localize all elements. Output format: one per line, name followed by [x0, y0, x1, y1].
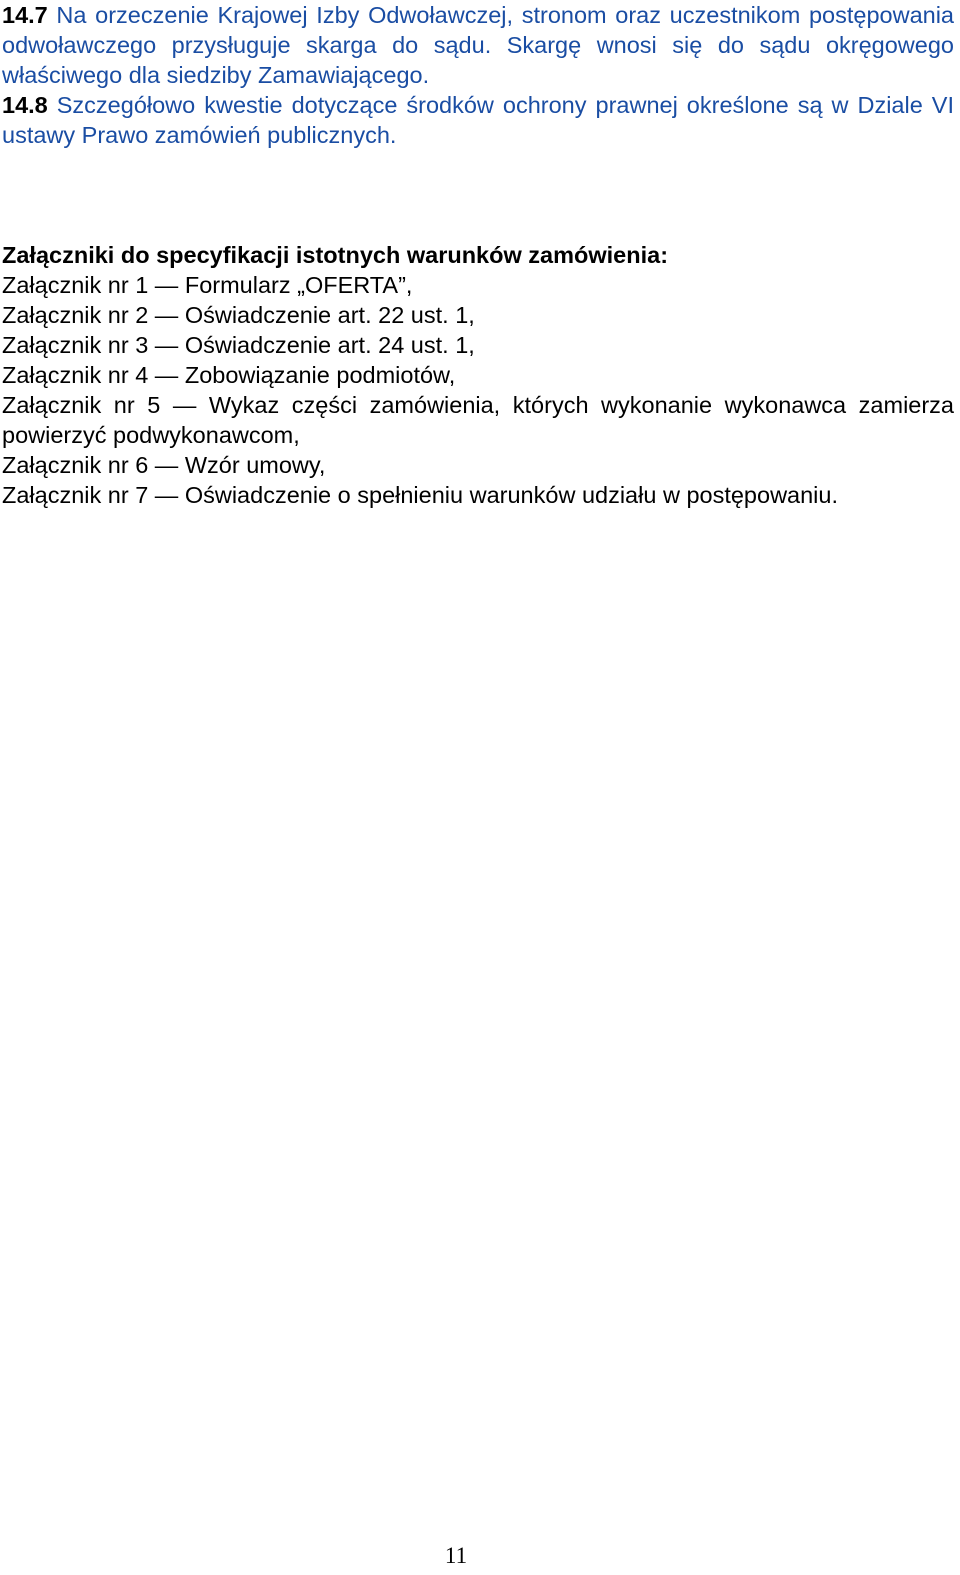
attachment-item-2: Załącznik nr 2 — Oświadczenie art. 22 ust. 1,: [2, 302, 475, 328]
page-number: 11: [444, 1543, 468, 1568]
section-text: Szczegółowo kwestie dotyczące środków ochrony prawnej określone są w Dziale VI ustawy Prawo zamówień publicznych.: [2, 92, 954, 148]
section-text: Na orzeczenie Krajowej Izby Odwoławczej, stronom oraz uczestnikom postępowania odwoławczego przysługuje skarga do sądu. Skargę wnosi się do sądu okręgowego właściwego dla siedziby Zamawiającego.: [2, 2, 954, 88]
attachment-item-7: Załącznik nr 7 — Oświadczenie o spełnieniu warunków udziału w postępowaniu.: [2, 482, 838, 508]
document-page: [2, 0, 954, 510]
attachments-heading: Załączniki do specyfikacji istotnych warunków zamówienia:: [2, 242, 669, 268]
section-number: 14.7: [2, 2, 48, 28]
attachment-item-3: Załącznik nr 3 — Oświadczenie art. 24 ust. 1,: [2, 332, 475, 358]
attachment-item-5: Załącznik nr 5 — Wykaz części zamówienia, których wykonanie wykonawca zamierza powierzyć podwykonawcom,: [2, 392, 954, 448]
spacer: [2, 150, 954, 240]
attachment-item-6: Załącznik nr 6 — Wzór umowy,: [2, 452, 326, 478]
attachments-list: [2, 270, 954, 510]
attachment-item-4: Załącznik nr 4 — Zobowiązanie podmiotów,: [2, 362, 456, 388]
section-number: 14.8: [2, 92, 48, 118]
section-14-7: [2, 0, 954, 90]
section-14-8: [2, 90, 954, 150]
attachment-item-1: Załącznik nr 1 — Formularz „OFERTA”,: [2, 272, 413, 298]
